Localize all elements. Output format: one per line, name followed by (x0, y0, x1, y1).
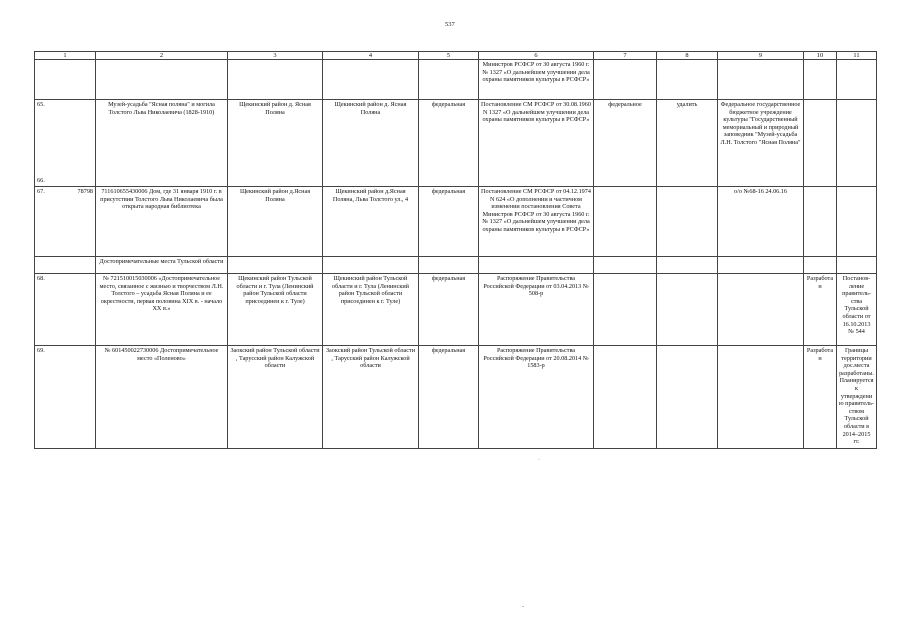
location-actual: Заокский район Тульской области , Тарусский район Калужской области (323, 346, 419, 449)
project-status (804, 60, 837, 100)
ownership (594, 187, 657, 257)
location-actual (323, 257, 419, 274)
header-cell: 3 (228, 52, 323, 60)
user-organization (718, 274, 804, 346)
user-organization (718, 60, 804, 100)
header-cell: 9 (718, 52, 804, 60)
column-number-header-row (35, 52, 877, 60)
location-actual: Щекинский район д. Ясная Поляна (323, 100, 419, 187)
row-number (35, 257, 96, 274)
page-number: 537 (445, 21, 455, 28)
table-row (35, 60, 877, 100)
action (657, 60, 718, 100)
user-organization (718, 346, 804, 449)
header-cell: 11 (837, 52, 877, 60)
header-cell: 5 (419, 52, 479, 60)
legal-act: Постановление СМ РСФСР от 30.08.1960 N 1327 «О дальнейшем улучшении дела охраны памятников культуры в РСФСР» (479, 100, 594, 187)
legal-act: Министров РСФСР от 30 августа 1960 г. № 1327 «О дальнейшем улучшении дела охраны памятников культуры в РСФСР» (479, 60, 594, 100)
action (657, 257, 718, 274)
header-cell: 4 (323, 52, 419, 60)
row-number: 69. (35, 346, 96, 449)
header-cell: 8 (657, 52, 718, 60)
location-passport: Щекинский район д.Ясная Поляна (228, 187, 323, 257)
project-status: Разработан (804, 274, 837, 346)
header-cell: 1 (35, 52, 96, 60)
object-name: № 601450022730006 Достопримечательное место «Поленово» (96, 346, 228, 449)
table-row (35, 346, 877, 449)
location-passport: Щекинский район д. Ясная Поляна (228, 100, 323, 187)
section-row (35, 257, 877, 274)
table-row (35, 100, 877, 187)
scan-speck: · (538, 457, 540, 463)
action: удалить (657, 100, 718, 187)
row-number-cell (35, 187, 96, 257)
object-name: Музей-усадьба "Ясная поляна" и могила Толстого Льва Николаевича (1828-1910) (96, 100, 228, 187)
action (657, 187, 718, 257)
legal-act (479, 257, 594, 274)
table-row (35, 274, 877, 346)
row-number-secondary: 66. (37, 177, 45, 185)
row-number-cell (35, 100, 96, 187)
project-status (804, 187, 837, 257)
significance: федеральная (419, 187, 479, 257)
ownership (594, 257, 657, 274)
action (657, 346, 718, 449)
project-status (804, 257, 837, 274)
header-cell: 2 (96, 52, 228, 60)
row-number: 65. (37, 101, 45, 108)
significance: федеральная (419, 100, 479, 187)
ownership (594, 274, 657, 346)
header-cell: 7 (594, 52, 657, 60)
user-organization: Федеральное государственное бюджетное учреждение культуры "Государственный мемориальный и природный заповедник "Музей-усадьба Л.Н. Толстого "Ясная Поляна" (718, 100, 804, 187)
legal-act: Распоряжение Правительства Российской Федерации от 20.08.2014 № 1583-р (479, 346, 594, 449)
heritage-register-table (34, 51, 877, 449)
location-passport: Щекинский район Тульской области и г. Тула (Ленинский район Тульской области присоединен к г. Туле) (228, 274, 323, 346)
row-number: 68. (35, 274, 96, 346)
approval-note (837, 100, 877, 187)
table-row (35, 187, 877, 257)
action (657, 274, 718, 346)
object-name: 711610655430006 Дом, где 31 января 1910 г. в присутствии Толстого Льва Николаевича была открыта народная библиотека (96, 187, 228, 257)
object-code: 78798 (77, 188, 93, 195)
location-actual: Щекинский район Тульской области и г. Тула (Ленинский район Тульской области присоединен к г. Туле) (323, 274, 419, 346)
approval-note: Границы территории дос.места разработаны. Планируется к утверждению правитель-ством Тульской области в 2014–2015 гг. (837, 346, 877, 449)
header-cell: 10 (804, 52, 837, 60)
ownership (594, 60, 657, 100)
object-name: № 721510015030006 «Достопримечательное место, связанное с жизнью и творчеством Л.Н. Толстого – усадьба Ясная Поляна и ее окрестности, первая половина XIX в. - начало XX в.» (96, 274, 228, 346)
location-actual (323, 60, 419, 100)
user-organization (718, 257, 804, 274)
legal-act: Распоряжение Правительства Российской Федерации от 03.04.2013 № 508-р (479, 274, 594, 346)
section-title: Достопримечательные места Тульской области (96, 257, 228, 274)
significance: федеральная (419, 274, 479, 346)
significance: федеральная (419, 346, 479, 449)
user-organization: о/о №68-16 24.06.16 (718, 187, 804, 257)
location-passport (228, 257, 323, 274)
object-name (96, 60, 228, 100)
project-status (804, 100, 837, 187)
significance (419, 60, 479, 100)
row-number (35, 60, 96, 100)
approval-note: Постанов-ление правитель-ства Тульской области от 16.10.2013 № 544 (837, 274, 877, 346)
location-passport: Заокский район Тульской области , Тарусский район Калужской области (228, 346, 323, 449)
ownership (594, 346, 657, 449)
approval-note (837, 187, 877, 257)
ownership: федеральное (594, 100, 657, 187)
significance (419, 257, 479, 274)
approval-note (837, 60, 877, 100)
location-actual: Щекинский район д.Ясная Поляна, Льва Толстого ул., 4 (323, 187, 419, 257)
legal-act: Постановление СМ РСФСР от 04.12.1974 N 624 «О дополнении и частичном изменении постановления Совета Министров РСФСР от 30 августа 1960 г. № 1327 «О дальнейшем улучшении дела охраны памятников культуры в РСФСР» (479, 187, 594, 257)
project-status: Разработан (804, 346, 837, 449)
row-number: 67. (37, 188, 45, 195)
location-passport (228, 60, 323, 100)
approval-note (837, 257, 877, 274)
header-cell: 6 (479, 52, 594, 60)
scan-speck: ‐ (522, 604, 524, 610)
